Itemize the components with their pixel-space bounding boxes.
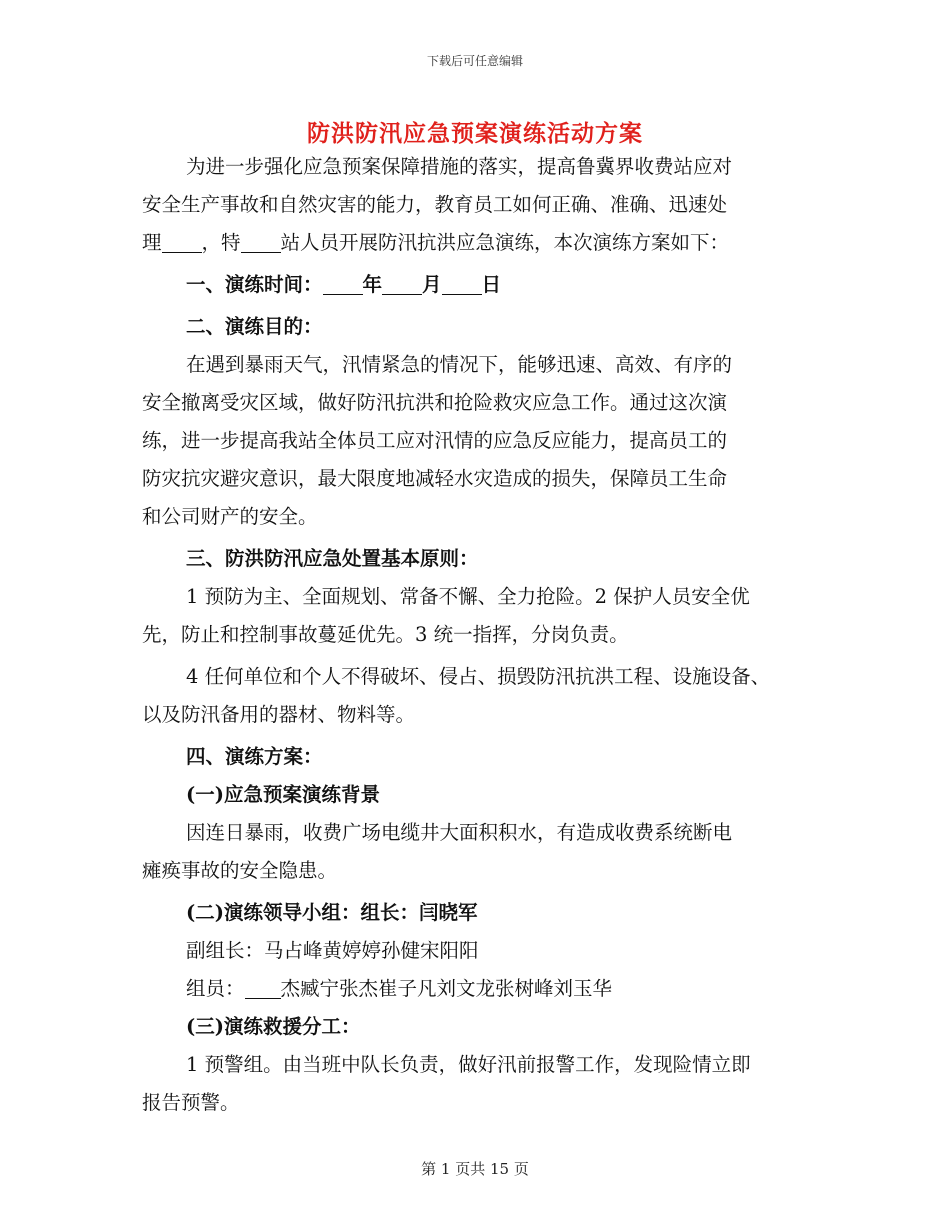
document-title: 防洪防汛应急预案演练活动方案 bbox=[307, 120, 643, 147]
paragraph-line: 1 预防为主、全面规划、常备不懈、全力抢险。2 保护人员安全优 bbox=[186, 585, 750, 608]
page-number: 第 1 页共 15 页 bbox=[421, 1160, 529, 1178]
intro-text-b: ，特 bbox=[201, 231, 241, 254]
blank-day bbox=[442, 272, 482, 295]
intro-text-c: 站人员开展防汛抗洪应急演练，本次演练方案如下： bbox=[280, 231, 730, 254]
paragraph-line: 因连日暴雨，收费广场电缆井大面积积水，有造成收费系统断电 bbox=[186, 821, 733, 844]
intro-line-3 bbox=[142, 224, 832, 262]
members-label: 组员： bbox=[186, 977, 245, 1000]
paragraph-line: 1 预警组。由当班中队长负责，做好汛前报警工作，发现险情立即 bbox=[186, 1053, 751, 1076]
page-header: 下载后可任意编辑 bbox=[426, 54, 523, 68]
team-members bbox=[142, 970, 832, 1008]
section-1-heading bbox=[142, 266, 832, 304]
subsection-2-heading: (二)演练领导小组：组长：闫晓军 bbox=[186, 901, 478, 924]
blank-field bbox=[162, 230, 202, 253]
subsection-3-heading: (三)演练救援分工： bbox=[186, 1015, 361, 1038]
section-4-heading: 四、演练方案： bbox=[186, 745, 323, 768]
blank-month bbox=[382, 272, 422, 295]
section-1-label: 一、演练时间： bbox=[186, 273, 323, 296]
section-2-heading: 二、演练目的： bbox=[186, 315, 323, 338]
section-3-heading: 三、防洪防汛应急处置基本原则： bbox=[186, 547, 479, 570]
paragraph-line: 4 任何单位和个人不得破坏、侵占、损毁防汛抗洪工程、设施设备、 bbox=[186, 665, 771, 688]
subsection-1-heading: (一)应急预案演练背景 bbox=[186, 783, 380, 806]
paragraph-line: 练，进一步提高我站全体员工应对汛情的应急反应能力，提高员工的 bbox=[142, 429, 728, 452]
paragraph-line: 瘫痪事故的安全隐患。 bbox=[142, 859, 338, 882]
deputy-leaders: 副组长：马占峰黄婷婷孙健宋阳阳 bbox=[186, 939, 479, 962]
paragraph-line: 以及防汛备用的器材、物料等。 bbox=[142, 703, 416, 726]
paragraph-line: 防灾抗灾避灾意识，最大限度地减轻水灾造成的损失，保障员工生命 bbox=[142, 467, 728, 490]
intro-line-1: 为进一步强化应急预案保障措施的落实，提高鲁冀界收费站应对 bbox=[186, 155, 733, 178]
paragraph-line: 先，防止和控制事故蔓延优先。3 统一指挥，分岗负责。 bbox=[142, 623, 629, 646]
year-label: 年 bbox=[362, 273, 383, 296]
day-label: 日 bbox=[481, 273, 502, 296]
paragraph-line: 在遇到暴雨天气，汛情紧急的情况下，能够迅速、高效、有序的 bbox=[186, 353, 733, 376]
blank-year bbox=[323, 272, 363, 295]
blank-field bbox=[245, 976, 281, 999]
blank-field bbox=[241, 230, 281, 253]
document-body bbox=[142, 148, 832, 1122]
paragraph-line: 安全撤离受灾区域，做好防汛抗洪和抢险救灾应急工作。通过这次演 bbox=[142, 391, 728, 414]
month-label: 月 bbox=[422, 273, 442, 296]
paragraph-line: 报告预警。 bbox=[142, 1091, 240, 1114]
members-names: 杰臧宁张杰崔子凡刘文龙张树峰刘玉华 bbox=[280, 977, 613, 1000]
intro-line-2: 安全生产事故和自然灾害的能力，教育员工如何正确、准确、迅速处 bbox=[142, 193, 728, 216]
intro-text-a: 理 bbox=[142, 231, 162, 254]
paragraph-line: 和公司财产的安全。 bbox=[142, 505, 318, 528]
